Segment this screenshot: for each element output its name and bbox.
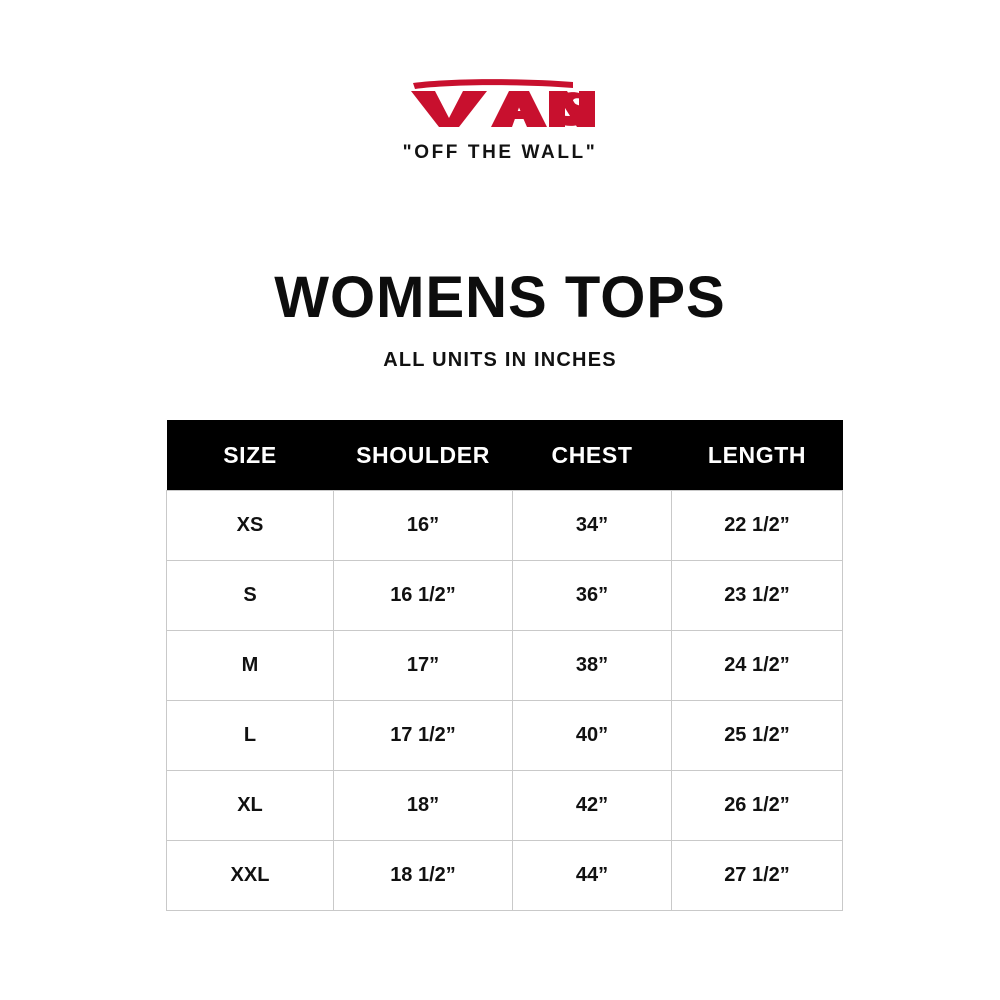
cell-shoulder: 16 1/2” <box>334 561 513 631</box>
cell-length: 25 1/2” <box>672 701 843 771</box>
cell-size: XS <box>167 491 334 561</box>
page-title: WOMENS TOPS <box>274 265 726 330</box>
cell-shoulder: 18” <box>334 771 513 841</box>
cell-shoulder: 16” <box>334 491 513 561</box>
cell-chest: 36” <box>513 561 672 631</box>
cell-chest: 40” <box>513 701 672 771</box>
registered-mark: ® <box>586 91 594 101</box>
brand-block <box>403 78 598 164</box>
cell-size: XL <box>167 771 334 841</box>
table-header-row <box>167 420 843 491</box>
cell-chest: 38” <box>513 631 672 701</box>
cell-chest: 44” <box>513 841 672 911</box>
cell-shoulder: 17” <box>334 631 513 701</box>
page-subtitle: ALL UNITS IN INCHES <box>383 349 617 371</box>
table-row <box>167 771 843 841</box>
cell-chest: 42” <box>513 771 672 841</box>
table-row <box>167 491 843 561</box>
vans-logo-icon <box>405 78 595 128</box>
column-header-shoulder: SHOULDER <box>334 420 513 491</box>
table-row <box>167 631 843 701</box>
table-body <box>167 491 843 911</box>
table-row <box>167 561 843 631</box>
cell-size: L <box>167 701 334 771</box>
column-header-size: SIZE <box>167 420 334 491</box>
cell-shoulder: 18 1/2” <box>334 841 513 911</box>
cell-length: 26 1/2” <box>672 771 843 841</box>
cell-size: S <box>167 561 334 631</box>
brand-tagline: "OFF THE WALL" <box>402 142 598 163</box>
size-chart-table <box>166 420 843 911</box>
cell-shoulder: 17 1/2” <box>334 701 513 771</box>
cell-size: XXL <box>167 841 334 911</box>
column-header-length: LENGTH <box>672 420 843 491</box>
cell-chest: 34” <box>513 491 672 561</box>
table-row <box>167 701 843 771</box>
cell-size: M <box>167 631 334 701</box>
cell-length: 24 1/2” <box>672 631 843 701</box>
cell-length: 23 1/2” <box>672 561 843 631</box>
table-row <box>167 841 843 911</box>
cell-length: 27 1/2” <box>672 841 843 911</box>
cell-length: 22 1/2” <box>672 491 843 561</box>
column-header-chest: CHEST <box>513 420 672 491</box>
table-header <box>167 420 843 491</box>
size-chart-table-wrap <box>166 420 834 911</box>
